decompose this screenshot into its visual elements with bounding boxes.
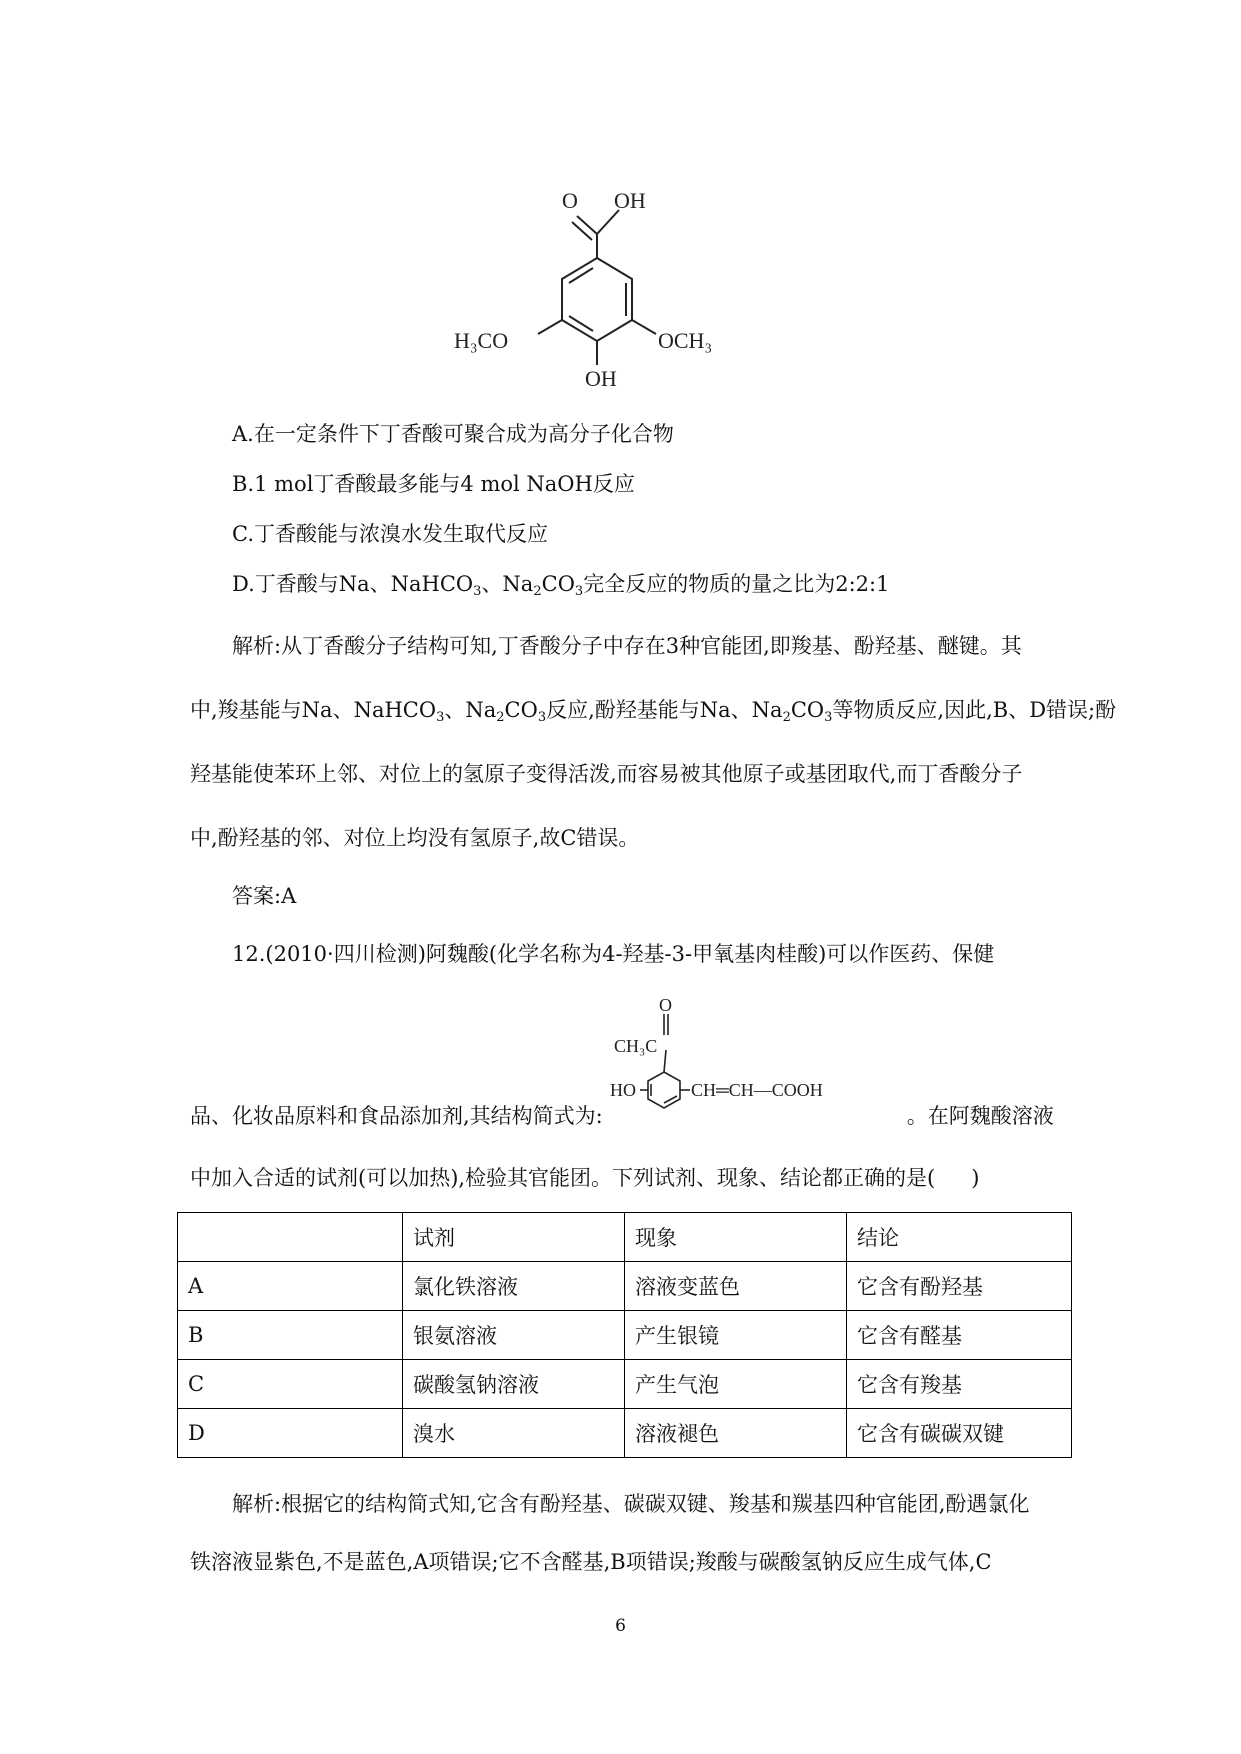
table-row <box>178 1311 1072 1360</box>
page-number: 6 <box>615 1616 626 1636</box>
table-cell: B <box>178 1311 403 1360</box>
table-cell: 它含有羧基 <box>847 1360 1072 1409</box>
acetyl-label: CH₃C <box>614 1036 658 1056</box>
table-row <box>178 1360 1072 1409</box>
table-cell: 结论 <box>847 1213 1072 1262</box>
table-cell: 碳酸氢钠溶液 <box>403 1360 625 1409</box>
carboxyl-oh-label: OH <box>614 188 646 213</box>
option-d: D.丁香酸与Na、NaHCO$_3$、$Na_2CO_3$完全反应的物质的量之比为2:2:1 <box>232 572 890 599</box>
methoxy-right-label: OCH₃ <box>658 328 713 353</box>
side-chain-label: CH═CH—COOH <box>691 1080 823 1100</box>
table-cell: 溶液变蓝色 <box>625 1262 847 1311</box>
ferulic-acid-structure <box>610 990 920 1125</box>
analysis-1-line-3: 羟基能使苯环上邻、对位上的氢原子变得活泼,而容易被其他原子或基团取代,而丁香酸分子 <box>190 762 1023 786</box>
table-cell: 试剂 <box>403 1213 625 1262</box>
table-row <box>178 1409 1072 1458</box>
table-cell: 银氨溶液 <box>403 1311 625 1360</box>
table-cell: 现象 <box>625 1213 847 1262</box>
analysis-1-line-1: 解析:从丁香酸分子结构可知,丁香酸分子中存在3种官能团,即羧基、酚羟基、醚键。其 <box>232 634 1022 658</box>
phenol-oh-label: OH <box>585 366 617 391</box>
table-cell: A <box>178 1262 403 1311</box>
table-cell: D <box>178 1409 403 1458</box>
analysis-2-line-1: 解析:根据它的结构简式知,它含有酚羟基、碳碳双键、羧基和羰基四种官能团,酚遇氯化 <box>232 1492 1030 1516</box>
table-cell: 溶液褪色 <box>625 1409 847 1458</box>
table-cell: 产生气泡 <box>625 1360 847 1409</box>
option-b: B.1 mol丁香酸最多能与4 mol NaOH反应 <box>232 472 635 496</box>
table-cell: 溴水 <box>403 1409 625 1458</box>
analysis-2-line-2: 铁溶液显紫色,不是蓝色,A项错误;它不含醛基,B项错误;羧酸与碳酸氢钠反应生成气体,C <box>190 1550 992 1574</box>
question-12-line-2: 品、化妆品原料和食品添加剂,其结构简式为: 。在阿魏酸溶液 <box>190 1104 1054 1128</box>
option-a: A.在一定条件下丁香酸可聚合成为高分子化合物 <box>232 422 674 446</box>
analysis-1-line-2: 中,羧基能与Na、NaHCO$_3$、$Na_2CO_3$反应,酚羟基能与Na、$Na_2CO_3$等物质反应,因此,B、D错误;酚 <box>190 698 1117 725</box>
question-12-line-3: 中加入合适的试剂(可以加热),检验其官能团。下列试剂、现象、结论都正确的是( ) <box>190 1166 980 1190</box>
syringic-acid-structure <box>454 160 800 391</box>
reagent-table <box>177 1212 1072 1458</box>
table-cell: 它含有酚羟基 <box>847 1262 1072 1311</box>
table-cell <box>178 1213 403 1262</box>
carbonyl-o-label: O <box>562 188 578 213</box>
acetyl-o-label: O <box>659 995 672 1015</box>
table-row <box>178 1262 1072 1311</box>
table-cell: 它含有碳碳双键 <box>847 1409 1072 1458</box>
table-cell: 它含有醛基 <box>847 1311 1072 1360</box>
table-header-row <box>178 1213 1072 1262</box>
table-cell: C <box>178 1360 403 1409</box>
table-cell: 氯化铁溶液 <box>403 1262 625 1311</box>
answer-line: 答案:A <box>232 884 297 908</box>
option-c: C.丁香酸能与浓溴水发生取代反应 <box>232 522 548 546</box>
question-12-line-1: 12.(2010·四川检测)阿魏酸(化学名称为4-羟基-3-甲氧基肉桂酸)可以作医药、保健 <box>232 942 995 966</box>
table-cell: 产生银镜 <box>625 1311 847 1360</box>
analysis-1-line-4: 中,酚羟基的邻、对位上均没有氢原子,故C错误。 <box>190 826 640 850</box>
hydroxy-label: HO <box>610 1080 636 1100</box>
methoxy-left-label: H₃CO <box>454 328 509 353</box>
